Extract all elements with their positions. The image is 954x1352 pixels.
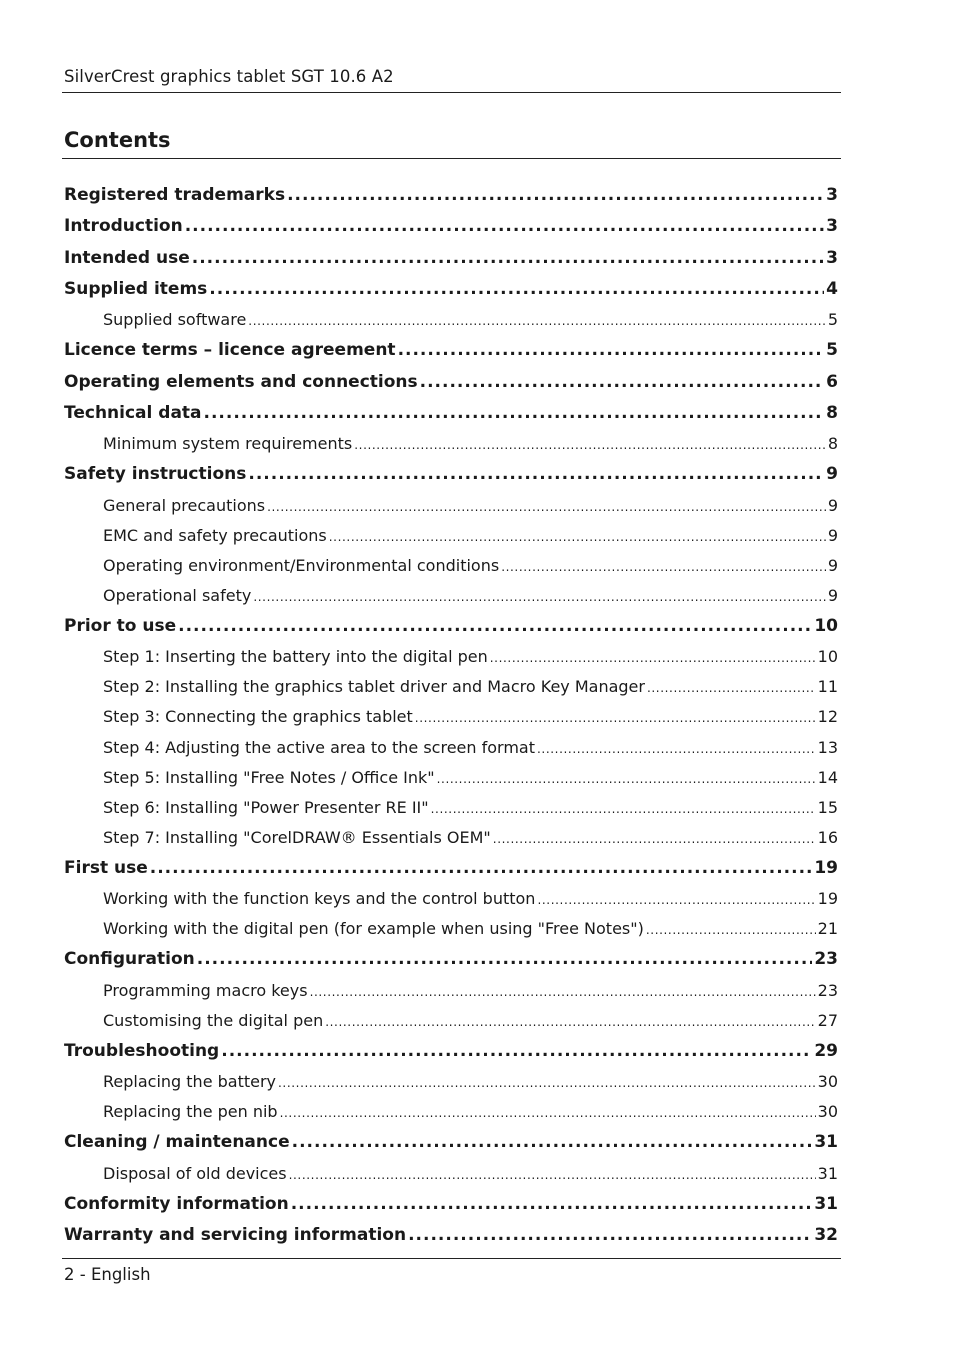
toc-dot-leader [493,824,816,853]
toc-page-number: 9 [827,495,838,515]
toc-dot-leader [329,522,826,551]
toc-entry-title: Configuration [64,949,195,970]
toc-entry-title: Operating elements and connections [64,371,418,392]
footer-divider [62,1258,841,1259]
toc-dot-leader [204,398,825,429]
toc-dot-leader [420,367,825,398]
toc-page-number: 6 [826,371,838,392]
toc-dot-leader [437,764,816,793]
toc-entry-title: Replacing the pen nib [103,1102,278,1122]
toc-page-number: 19 [817,889,838,909]
toc-entry-title: Step 4: Adjusting the active area to the screen format [103,737,535,757]
toc-page-number: 21 [817,919,838,939]
toc-subentry[interactable] [64,763,838,793]
toc-page-number: 13 [817,737,838,757]
toc-entry-title: Working with the function keys and the control button [103,889,536,909]
toc-entry-title: Introduction [64,216,183,237]
toc-page-number: 3 [826,185,838,205]
toc-entry-title: Safety instructions [64,464,247,485]
toc-dot-leader [192,243,824,274]
toc-entry[interactable] [64,853,838,884]
toc-subentry[interactable] [64,1097,838,1127]
toc-subentry[interactable] [64,1159,838,1189]
toc-entry[interactable] [64,611,838,642]
toc-dot-leader [280,1098,816,1127]
toc-entry-title: Working with the digital pen (for example when using "Free Notes") [103,919,644,939]
toc-page-number: 32 [814,1225,838,1246]
toc-dot-leader [287,180,824,211]
toc-subentry[interactable] [64,733,838,763]
toc-dot-leader [253,582,825,611]
toc-dot-leader [291,1189,813,1220]
toc-page-number: 5 [826,340,838,361]
toc-entry-title: Step 1: Inserting the battery into the digital pen [103,647,488,667]
toc-entry-title: Step 5: Installing "Free Notes / Office Ink" [103,767,435,787]
toc-page-number: 30 [817,1072,838,1092]
toc-page-number: 29 [814,1040,838,1061]
toc-subentry[interactable] [64,976,838,1006]
toc-subentry[interactable] [64,551,838,581]
toc-page-number: 31 [817,1163,838,1183]
toc-entry[interactable] [64,1036,838,1067]
toc-dot-leader [537,734,816,763]
toc-page-number: 30 [817,1102,838,1122]
toc-dot-leader [178,611,812,642]
toc-subentry[interactable] [64,884,838,914]
toc-dot-leader [398,335,825,366]
toc-subentry[interactable] [64,429,838,459]
toc-entry-title: Cleaning / maintenance [64,1132,290,1153]
toc-page-number: 14 [817,767,838,787]
toc-subentry[interactable] [64,642,838,672]
toc-dot-leader [646,915,816,944]
toc-entry[interactable] [64,1220,838,1251]
toc-entry-title: Step 3: Connecting the graphics tablet [103,707,413,727]
toc-entry[interactable] [64,335,838,366]
toc-page-number: 15 [817,797,838,817]
toc-page-number: 10 [814,615,838,636]
page-footer: 2 - English [64,1265,151,1284]
toc-entry[interactable] [64,274,838,305]
toc-dot-leader [431,794,816,823]
toc-page-number: 31 [814,1193,838,1214]
toc-page-number: 27 [817,1010,838,1030]
toc-entry-title: Supplied items [64,278,208,299]
toc-entry-title: Operational safety [103,585,252,605]
toc-page-number: 12 [817,707,838,727]
toc-entry[interactable] [64,1127,838,1158]
toc-dot-leader [537,885,815,914]
toc-subentry[interactable] [64,305,838,335]
toc-entry-title: Warranty and servicing information [64,1225,407,1246]
header-divider [62,92,841,93]
toc-dot-leader [267,492,826,521]
toc-entry-title: Licence terms – licence agreement [64,340,396,361]
toc-page-number: 9 [827,525,838,545]
toc-entry-title: EMC and safety precautions [103,525,327,545]
toc-entry[interactable] [64,180,838,211]
toc-dot-leader [197,944,813,975]
toc-entry-title: Troubleshooting [64,1040,220,1061]
toc-entry-title: Programming macro keys [103,980,308,1000]
toc-entry-title: Customising the digital pen [103,1010,324,1030]
toc-dot-leader [325,1007,815,1036]
toc-entry[interactable] [64,459,838,490]
toc-entry-title: First use [64,857,148,878]
toc-subentry[interactable] [64,823,838,853]
toc-entry-title: Registered trademarks [64,185,286,205]
page-title: Contents [64,128,171,152]
toc-dot-leader [408,1220,812,1251]
toc-page-number: 3 [826,247,838,268]
toc-page-number: 9 [826,464,838,485]
title-divider [62,158,841,159]
toc-page-number: 23 [817,980,838,1000]
toc-page-number: 16 [817,827,838,847]
toc-page-number: 3 [826,216,838,237]
toc-dot-leader [289,1160,816,1189]
toc-page-number: 11 [817,677,838,697]
toc-page-number: 31 [814,1132,838,1153]
toc-entry-title: Replacing the battery [103,1072,277,1092]
toc-page-number: 9 [827,585,838,605]
toc-subentry[interactable] [64,521,838,551]
toc-dot-leader [292,1127,813,1158]
toc-subentry[interactable] [64,1006,838,1036]
toc-entry-title: General precautions [103,495,266,515]
toc-entry-title: Step 2: Installing the graphics tablet driver and Macro Key Manager [103,677,645,697]
toc-dot-leader [490,643,816,672]
toc-dot-leader [278,1068,816,1097]
toc-page-number: 5 [827,310,838,330]
table-of-contents [64,180,838,1251]
toc-entry[interactable] [64,944,838,975]
toc-dot-leader [221,1036,812,1067]
toc-entry-title: Technical data [64,402,202,423]
toc-entry[interactable] [64,243,838,274]
toc-page-number: 23 [814,949,838,970]
toc-dot-leader [185,211,824,242]
toc-dot-leader [150,853,813,884]
toc-subentry[interactable] [64,672,838,702]
toc-dot-leader [209,274,824,305]
toc-entry[interactable] [64,367,838,398]
toc-dot-leader [354,430,826,459]
toc-page-number: 8 [826,402,838,423]
toc-page-number: 4 [826,278,838,299]
toc-page-number: 10 [817,647,838,667]
toc-entry-title: Minimum system requirements [103,434,353,454]
running-header: SilverCrest graphics tablet SGT 10.6 A2 [64,67,394,86]
toc-entry-title: Step 7: Installing "CorelDRAW® Essentials OEM" [103,827,491,847]
toc-dot-leader [647,673,816,702]
toc-entry-title: Step 6: Installing "Power Presenter RE II" [103,797,429,817]
toc-dot-leader [248,306,826,335]
toc-subentry[interactable] [64,793,838,823]
toc-entry-title: Disposal of old devices [103,1163,287,1183]
toc-entry-title: Prior to use [64,615,177,636]
toc-dot-leader [501,552,826,581]
toc-subentry[interactable] [64,581,838,611]
toc-subentry[interactable] [64,1067,838,1097]
toc-dot-leader [248,459,824,490]
toc-subentry[interactable] [64,914,838,944]
toc-subentry[interactable] [64,702,838,732]
toc-entry[interactable] [64,398,838,429]
toc-dot-leader [310,977,816,1006]
toc-entry-title: Conformity information [64,1193,289,1214]
toc-entry-title: Supplied software [103,310,247,330]
toc-entry[interactable] [64,211,838,242]
toc-entry-title: Operating environment/Environmental conditions [103,555,500,575]
toc-entry[interactable] [64,1189,838,1220]
toc-subentry[interactable] [64,491,838,521]
toc-entry-title: Intended use [64,247,190,268]
toc-dot-leader [415,703,816,732]
toc-page-number: 9 [827,555,838,575]
toc-page-number: 19 [814,857,838,878]
toc-page-number: 8 [827,434,838,454]
